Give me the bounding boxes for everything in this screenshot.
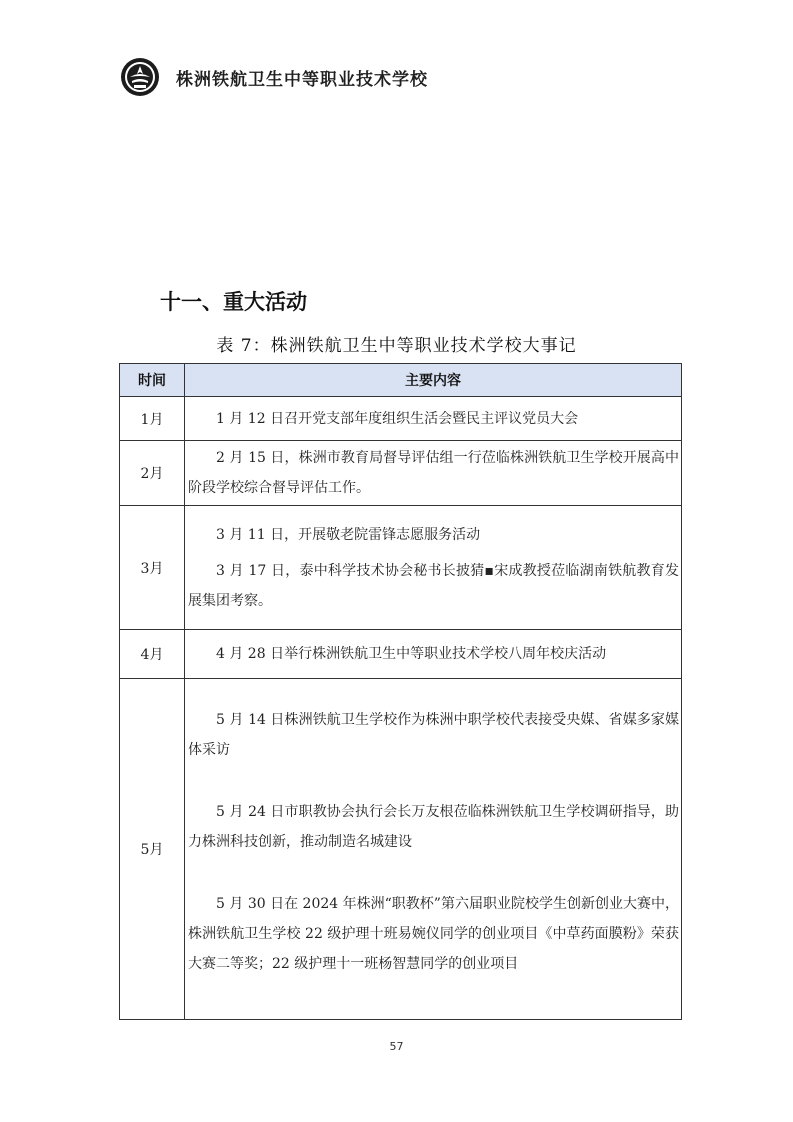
event-text: 1 月 12 日召开党支部年度组织生活会暨民主评议党员大会 xyxy=(216,410,579,427)
month-cell: 5月 xyxy=(120,679,185,1020)
header-time: 时间 xyxy=(120,364,185,397)
page-number: 57 xyxy=(389,1040,404,1053)
table-row xyxy=(120,397,682,441)
school-emblem-icon xyxy=(120,57,160,97)
table-header-row xyxy=(120,364,682,397)
content-cell xyxy=(185,630,682,679)
month-cell: 1月 xyxy=(120,397,185,441)
month-cell: 4月 xyxy=(120,630,185,679)
event-text: 5 月 30 日在 2024 年株洲“职教杯”第六届职业院校学生创新创业大赛中，株洲铁航卫生学校 22 级护理十班易婉仪同学的创业项目《中草药面膜粉》荣获大赛二等奖；22 级护理十一班杨智慧同学的创业项目 xyxy=(188,896,679,972)
event-text: 5 月 24 日市职教协会执行会长万友根莅临株洲铁航卫生学校调研指导，助力株洲科技创新，推动制造名城建设 xyxy=(188,804,679,850)
events-table xyxy=(119,363,682,1020)
table-caption: 表 7：株洲铁航卫生中等职业技术学校大事记 xyxy=(216,336,577,356)
table-row xyxy=(120,630,682,679)
month-cell: 2月 xyxy=(120,441,185,506)
event-text: 3 月 11 日，开展敬老院雷锋志愿服务活动 xyxy=(216,526,481,543)
school-name: 株洲铁航卫生中等职业技术学校 xyxy=(176,69,428,90)
table-row xyxy=(120,506,682,630)
section-heading: 十一、重大活动 xyxy=(160,290,307,314)
event-text: 5 月 14 日株洲铁航卫生学校作为株洲中职学校代表接受央媒、省媒多家媒体采访 xyxy=(188,712,679,758)
content-cell xyxy=(185,441,682,506)
event-text: 4 月 28 日举行株洲铁航卫生中等职业技术学校八周年校庆活动 xyxy=(216,646,607,662)
page-header xyxy=(120,57,428,97)
header-content: 主要内容 xyxy=(185,364,682,397)
month-cell: 3月 xyxy=(120,506,185,630)
content-cell xyxy=(185,679,682,1020)
content-cell xyxy=(185,506,682,630)
event-text: 2 月 15 日，株洲市教育局督导评估组一行莅临株洲铁航卫生学校开展高中阶段学校综合督导评估工作。 xyxy=(188,450,679,496)
table-row xyxy=(120,441,682,506)
content-cell xyxy=(185,397,682,441)
event-text: 3 月 17 日，泰中科学技术协会秘书长披猜▪宋成教授莅临湖南铁航教育发展集团考察。 xyxy=(188,562,679,609)
table-row xyxy=(120,679,682,1020)
